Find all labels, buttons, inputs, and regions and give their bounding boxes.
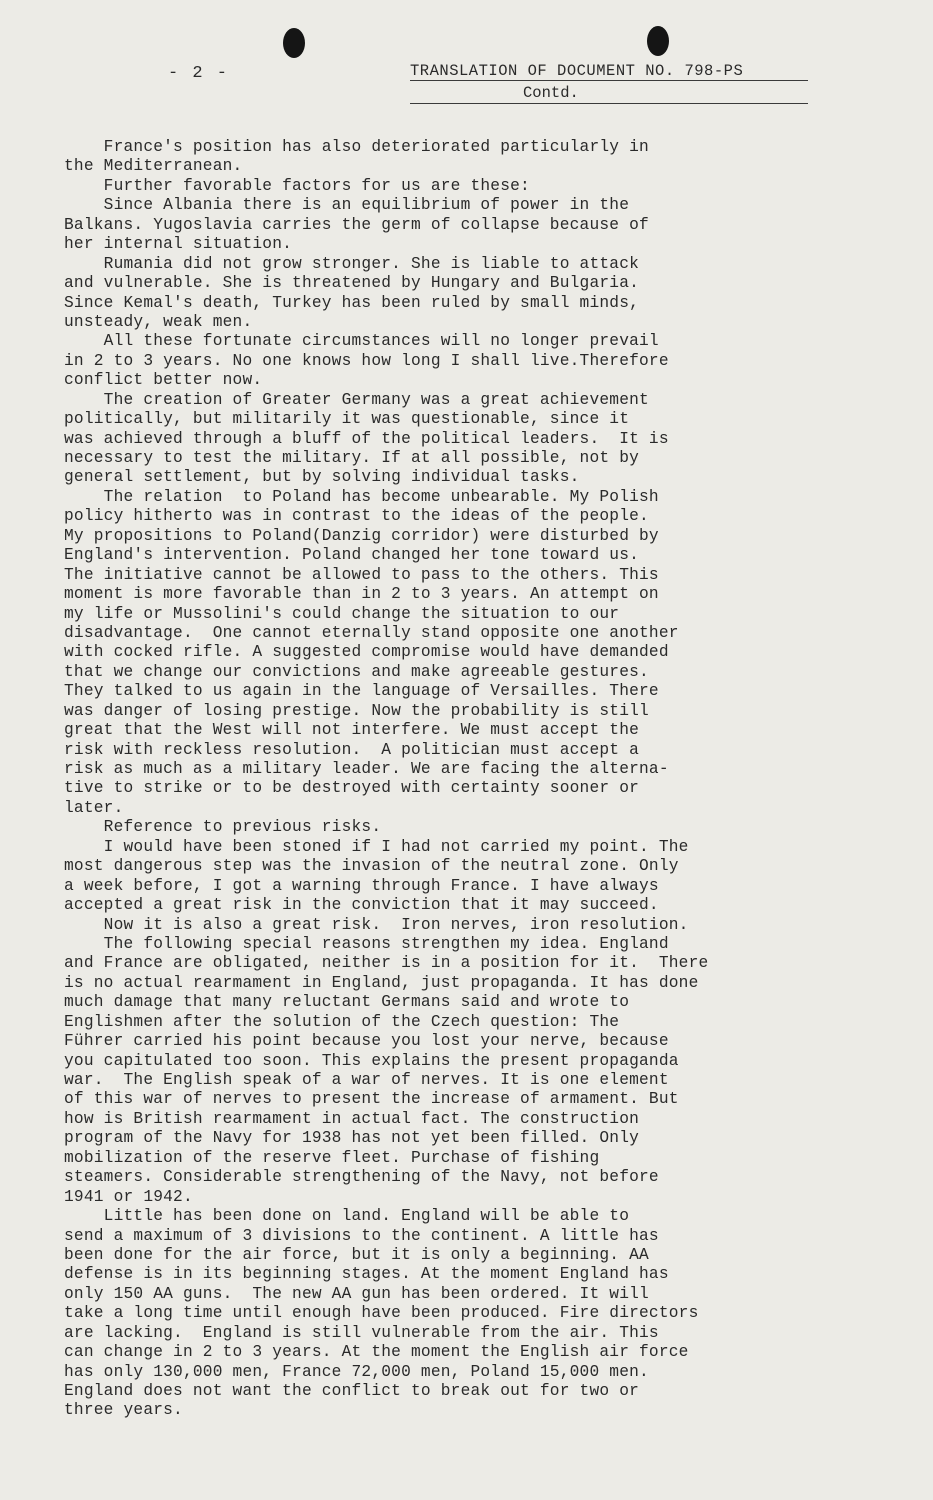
text-line: Since Albania there is an equilibrium of power in the [64,196,630,215]
text-line: how is British rearmament in actual fact. The construction [64,1109,640,1128]
page-number: - 2 - [168,64,230,83]
text-line: risk as much as a military leader. We are facing the alterna- [64,760,669,778]
continued-label: Contd. [523,84,579,102]
text-line: was danger of losing prestige. Now the probability is still [64,701,649,720]
text-line: disadvantage. One cannot eternally stand opposite one another [64,623,679,642]
text-line: France's position has also deteriorated particularly in [64,138,649,156]
text-line: 1941 or 1942. [64,1187,193,1206]
text-line: unsteady, weak men. [64,312,253,331]
title-underline [410,80,808,81]
text-line: that we change our convictions and make agreeable gestures. [64,662,649,681]
text-line: most dangerous step was the invasion of the neutral zone. Only [64,857,679,876]
text-line: great that the West will not interfere. We must accept the [64,721,640,740]
text-line: been done for the air force, but it is only a beginning. AA [64,1245,649,1264]
text-line: a week before, I got a warning through France. I have always [64,876,659,895]
text-line: politically, but militarily it was questionable, since it [64,410,630,429]
text-line: send a maximum of 3 divisions to the continent. A little has [64,1226,659,1245]
text-line: They talked to us again in the language of Versailles. There [64,682,659,701]
text-line: The relation to Poland has become unbearable. My Polish [64,487,659,506]
text-line: necessary to test the military. If at all possible, not by [64,449,640,467]
text-line: with cocked rifle. A suggested compromise would have demanded [64,643,669,662]
punch-hole [283,28,305,58]
text-line: defense is in its beginning stages. At the moment England has [64,1265,669,1284]
text-line: three years. [64,1401,183,1420]
document-body [64,138,824,1421]
text-line: later. [64,798,124,817]
punch-hole [647,26,669,56]
text-line: My propositions to Poland(Danzig corridor) were disturbed by [64,526,659,545]
text-line: The creation of Greater Germany was a great achievement [64,390,649,409]
text-line: was achieved through a bluff of the political leaders. It is [64,429,669,448]
text-line: only 150 AA guns. The new AA gun has been ordered. It will [64,1284,649,1303]
text-line: England does not want the conflict to break out for two or [64,1382,640,1400]
text-line: take a long time until enough have been produced. Fire directors [64,1304,699,1323]
text-line: accepted a great risk in the conviction that it may succeed. [64,896,659,915]
text-line: my life or Mussolini's could change the situation to our [64,604,620,623]
text-line: in 2 to 3 years. No one knows how long I shall live.Therefore [64,351,669,370]
text-line: are lacking. England is still vulnerable from the air. This [64,1323,659,1342]
text-line: Rumania did not grow stronger. She is liable to attack [64,254,640,273]
text-line: war. The English speak of a war of nerves. It is one element [64,1071,669,1089]
text-line: can change in 2 to 3 years. At the moment the English air force [64,1343,689,1362]
text-line: Balkans. Yugoslavia carries the germ of collapse because of [64,215,649,234]
text-line: Since Kemal's death, Turkey has been ruled by small minds, [64,293,640,312]
text-line: much damage that many reluctant Germans said and wrote to [64,993,630,1012]
text-line: I would have been stoned if I had not carried my point. The [64,837,689,856]
text-line: program of the Navy for 1938 has not yet been filled. Only [64,1129,640,1148]
text-line: All these fortunate circumstances will no longer prevail [64,332,659,351]
text-line: England's intervention. Poland changed her tone toward us. [64,546,640,565]
text-line: you capitulated too soon. This explains the present propaganda [64,1051,679,1070]
text-line: and vulnerable. She is threatened by Hungary and Bulgaria. [64,274,640,293]
text-line: has only 130,000 men, France 72,000 men, Poland 15,000 men. [64,1362,649,1381]
text-line: the Mediterranean. [64,157,243,176]
header-rule [410,103,808,104]
text-line: risk with reckless resolution. A politician must accept a [64,740,640,759]
text-line: and France are obligated, neither is in a position for it. There [64,954,709,973]
text-line: Führer carried his point because you lost your nerve, because [64,1032,669,1051]
text-line: general settlement, but by solving individual tasks. [64,468,580,487]
text-line: Now it is also a great risk. Iron nerves, iron resolution. [64,915,689,934]
text-line: mobilization of the reserve fleet. Purchase of fishing [64,1148,600,1167]
text-line: tive to strike or to be destroyed with certainty sooner or [64,779,640,798]
text-line: of this war of nerves to present the increase of armament. But [64,1090,679,1109]
text-line: is no actual rearmament in England, just propaganda. It has done [64,973,699,992]
text-line: Reference to previous risks. [64,818,382,837]
text-line: The following special reasons strengthen my idea. England [64,934,669,953]
text-line: moment is more favorable than in 2 to 3 years. An attempt on [64,585,659,604]
text-line: Further favorable factors for us are these: [64,176,530,195]
text-line: Little has been done on land. England will be able to [64,1207,630,1226]
text-line: her internal situation. [64,235,293,254]
text-line: policy hitherto was in contrast to the ideas of the people. [64,507,649,526]
text-line: The initiative cannot be allowed to pass to the others. This [64,565,659,584]
document-title: TRANSLATION OF DOCUMENT NO. 798-PS [410,62,744,80]
text-line: conflict better now. [64,371,263,390]
text-line: steamers. Considerable strengthening of the Navy, not before [64,1168,659,1187]
text-line: Englishmen after the solution of the Czech question: The [64,1012,620,1031]
